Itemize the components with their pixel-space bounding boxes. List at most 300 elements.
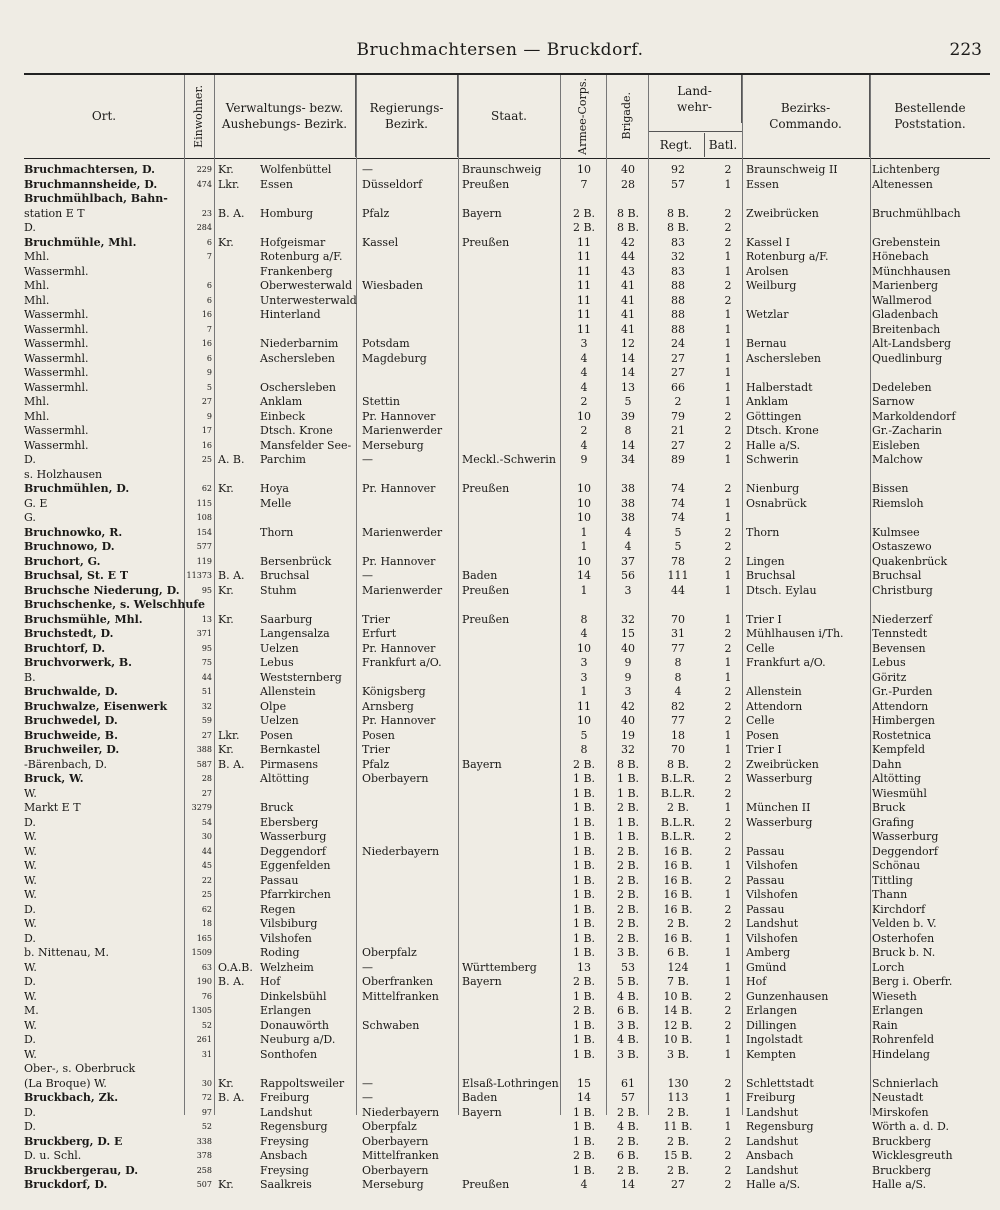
bezirk-cell: Rotenburg a/F. — [260, 250, 343, 263]
bezirk-cell — [260, 192, 358, 207]
kommando-cell: Rotenburg a/F. — [746, 250, 829, 263]
kommando-cell: Celle — [746, 714, 775, 727]
armeecorps-cell: 4 — [580, 1178, 588, 1191]
staat-cell — [462, 439, 558, 454]
regbez-cell: Pfalz — [362, 206, 390, 220]
staat-cell — [462, 656, 558, 671]
art-cell — [218, 801, 254, 816]
kommando-cell: Landshut — [746, 917, 799, 930]
regbez-cell — [362, 888, 456, 903]
brigade-cell: 8 — [624, 424, 632, 437]
kommando-cell: Wasserburg — [746, 772, 813, 785]
art-cell: B. A. — [218, 1091, 245, 1104]
armeecorps-cell: 11 — [577, 308, 591, 321]
regbez-cell: Mittelfranken — [362, 1149, 439, 1162]
kommando-cell: Attendorn — [746, 699, 803, 713]
bezirk-cell: Donauwörth — [260, 1018, 329, 1032]
art-cell — [218, 1019, 254, 1034]
art-cell — [218, 511, 254, 526]
poststation-cell: Himbergen — [872, 714, 935, 727]
bezirk-cell: Mansfelder See- — [260, 438, 352, 452]
ort-cell: -Bärenbach, D. — [24, 757, 107, 771]
brigade-cell: 43 — [621, 264, 635, 278]
poststation-cell: Gr.-Zacharin — [872, 424, 942, 437]
einwohner-cell: 1509 — [191, 948, 212, 957]
ort-cell: Wassermhl. — [24, 380, 89, 394]
regiment-cell: 2 — [674, 395, 682, 408]
ort-cell: Bruchvorwerk, B. — [24, 656, 132, 669]
poststation-cell: Thann — [872, 888, 908, 901]
bataillon-cell: 2 — [724, 902, 732, 916]
armeecorps-cell: 2 B. — [572, 1149, 596, 1162]
regbez-cell: Marienwerder — [362, 525, 443, 539]
brigade-cell: 9 — [624, 670, 632, 684]
table-row — [24, 787, 990, 802]
armeecorps-cell: 2 — [580, 395, 588, 408]
regiment-cell: 27 — [671, 366, 685, 379]
poststation-cell: Osterhofen — [872, 931, 935, 945]
staat-cell — [462, 366, 558, 381]
staat-cell — [462, 294, 558, 309]
ort-cell: Bruchwedel, D. — [24, 714, 118, 727]
table-row — [24, 482, 990, 497]
table-row — [24, 294, 990, 309]
regiment-cell: 8 B. — [666, 206, 690, 220]
bezirk-cell: Einbeck — [260, 409, 306, 423]
staat-cell: Preußen — [462, 583, 510, 597]
armeecorps-cell: 1 B. — [572, 1018, 596, 1032]
bezirk-cell: Freysing — [260, 1163, 309, 1177]
kommando-cell: Lingen — [746, 554, 785, 568]
ort-cell: Bruchwalze, Eisenwerk — [24, 699, 168, 713]
art-cell — [218, 642, 254, 657]
table-row — [24, 569, 990, 584]
einwohner-cell: 474 — [196, 179, 212, 189]
table-row — [24, 758, 990, 773]
table-row — [24, 888, 990, 903]
staat-cell: Meckl.-Schwerin — [462, 453, 556, 466]
poststation-cell: Neustadt — [872, 1091, 924, 1104]
poststation-cell: Bruck b. N. — [872, 946, 936, 959]
brigade-cell: 2 B. — [616, 859, 640, 872]
regbez-cell: Oberfranken — [362, 975, 434, 988]
kommando-cell: Dtsch. Eylau — [746, 583, 817, 597]
poststation-cell: Dahn — [872, 757, 902, 771]
ort-cell: Mhl. — [24, 250, 50, 263]
brigade-cell: 19 — [621, 728, 635, 742]
regbez-cell: Oberbayern — [362, 1163, 429, 1177]
table-row — [24, 250, 990, 265]
art-cell — [218, 540, 254, 555]
poststation-cell: Breitenbach — [872, 322, 941, 336]
regiment-cell: 15 B. — [663, 1149, 693, 1162]
kommando-cell: Zweibrücken — [746, 757, 819, 771]
table-row — [24, 236, 990, 251]
einwohner-cell: 27 — [201, 397, 212, 406]
brigade-cell: 42 — [621, 235, 635, 249]
poststation-cell: Gladenbach — [872, 308, 939, 321]
table-row — [24, 439, 990, 454]
regiment-cell: 83 — [671, 264, 685, 278]
header-landwehr: Land- wehr- — [648, 75, 742, 123]
staat-cell — [462, 250, 558, 265]
kommando-cell — [746, 830, 870, 845]
bataillon-cell — [708, 598, 748, 613]
regbez-cell — [362, 1033, 456, 1048]
regiment-cell: 16 B. — [663, 888, 693, 901]
regbez-cell: Pfalz — [362, 757, 390, 771]
bataillon-cell: 2 — [724, 235, 732, 249]
bataillon-cell: 2 — [724, 757, 732, 771]
staat-cell — [462, 395, 558, 410]
bezirk-cell: Posen — [260, 728, 293, 742]
brigade-cell: 2 B. — [616, 1105, 640, 1119]
art-cell — [218, 1048, 254, 1063]
art-cell — [218, 265, 254, 280]
header-ort: Ort. — [24, 75, 185, 157]
regiment-cell: 70 — [671, 612, 685, 626]
kommando-cell: Halle a/S. — [746, 438, 801, 452]
einwohner-cell: 587 — [196, 759, 212, 769]
bezirk-cell — [260, 540, 358, 555]
brigade-cell: 28 — [621, 177, 635, 191]
art-cell — [218, 917, 254, 932]
art-cell: O.A.B. — [218, 960, 253, 974]
einwohner-cell: 115 — [196, 498, 212, 508]
art-cell — [218, 337, 254, 352]
brigade-cell: 13 — [621, 380, 635, 394]
regiment-cell: 79 — [671, 409, 685, 423]
armeecorps-cell: 15 — [577, 1076, 591, 1090]
regbez-cell: Merseburg — [362, 1178, 424, 1191]
regbez-cell — [362, 1048, 456, 1063]
staat-cell: Bayern — [462, 1105, 502, 1119]
einwohner-cell: 577 — [196, 542, 212, 551]
staat-cell: Preußen — [462, 177, 510, 191]
regiment-cell: 113 — [667, 1091, 689, 1104]
poststation-cell: Rohrenfeld — [872, 1033, 934, 1046]
staat-cell: Bayern — [462, 206, 502, 220]
regbez-cell: Posen — [362, 728, 395, 742]
armeecorps-cell — [562, 468, 606, 483]
brigade-cell: 41 — [621, 308, 635, 321]
art-cell — [218, 714, 254, 729]
armeecorps-cell: 10 — [577, 163, 591, 176]
regbez-cell: Pr. Hannover — [362, 482, 436, 495]
ort-cell: W. — [24, 1047, 37, 1061]
einwohner-cell: 388 — [196, 745, 212, 754]
brigade-cell: 3 — [624, 583, 632, 597]
ort-cell: Bruchmühle, Mhl. — [24, 235, 137, 249]
regiment-cell: 8 — [674, 670, 682, 684]
bezirk-cell — [260, 598, 358, 613]
armeecorps-cell: 8 — [580, 612, 588, 626]
einwohner-cell: 54 — [201, 817, 212, 827]
header-einwohner — [184, 75, 215, 157]
ort-cell: B. — [24, 670, 36, 684]
armeecorps-cell: 1 B. — [572, 917, 596, 930]
einwohner-cell: 6 — [206, 237, 212, 247]
art-cell — [218, 772, 254, 787]
art-cell — [218, 685, 254, 700]
table-row — [24, 308, 990, 323]
ort-cell: Wassermhl. — [24, 322, 89, 336]
header-landwehr-rule — [648, 131, 742, 132]
kommando-cell: Braunschweig II — [746, 163, 838, 176]
staat-cell — [462, 874, 558, 889]
staat-cell: Preußen — [462, 1178, 510, 1191]
kommando-cell: Aschersleben — [746, 351, 821, 365]
table-row — [24, 874, 990, 889]
regiment-cell: 78 — [671, 554, 685, 568]
bezirk-cell — [260, 468, 358, 483]
bezirk-cell: Saalkreis — [260, 1178, 312, 1191]
armeecorps-cell — [562, 192, 606, 207]
bataillon-cell: 1 — [724, 366, 732, 379]
regiment-cell: 44 — [671, 583, 685, 597]
bezirk-cell: Passau — [260, 873, 299, 887]
art-cell: Kr. — [218, 743, 234, 756]
art-cell — [218, 874, 254, 889]
art-cell — [218, 1164, 254, 1179]
art-cell — [218, 1149, 254, 1164]
brigade-cell: 40 — [621, 714, 635, 727]
kommando-cell: Regensburg — [746, 1120, 814, 1133]
ort-cell: Bruchmachtersen, D. — [24, 163, 155, 176]
kommando-cell: Halberstadt — [746, 380, 813, 394]
regiment-cell: 88 — [671, 322, 685, 336]
ort-cell: D. — [24, 1120, 36, 1133]
bezirk-cell: Vilshofen — [260, 931, 312, 945]
art-cell — [218, 627, 254, 642]
kommando-cell: Passau — [746, 902, 785, 916]
art-cell: Kr. — [218, 482, 234, 495]
staat-cell — [462, 642, 558, 657]
kommando-cell: Ansbach — [746, 1149, 794, 1162]
table-row — [24, 613, 990, 628]
armeecorps-cell: 11 — [577, 322, 591, 336]
einwohner-cell: 229 — [196, 165, 212, 174]
regbez-cell: — — [362, 453, 373, 466]
art-cell — [218, 468, 254, 483]
poststation-cell: Hönebach — [872, 250, 929, 263]
kommando-cell: Dtsch. Krone — [746, 424, 819, 437]
einwohner-cell: 13 — [201, 614, 212, 624]
staat-cell — [462, 1149, 558, 1164]
einwohner-cell: 6 — [206, 353, 212, 363]
table-row — [24, 511, 990, 526]
regiment-cell: 11 B. — [663, 1120, 693, 1133]
bezirk-cell: Langensalza — [260, 627, 330, 640]
art-cell — [218, 656, 254, 671]
bataillon-cell: 2 — [724, 815, 732, 829]
brigade-cell: 44 — [621, 250, 635, 263]
ort-cell: Bruckbach, Zk. — [24, 1091, 119, 1104]
kommando-cell: Osnabrück — [746, 496, 807, 510]
poststation-cell: Bevensen — [872, 641, 926, 655]
art-cell — [218, 279, 254, 294]
bezirk-cell — [260, 366, 358, 381]
regbez-cell: Marienwerder — [362, 583, 443, 597]
regiment-cell: 8 — [674, 656, 682, 669]
staat-cell — [462, 1019, 558, 1034]
regiment-cell: 2 B. — [666, 917, 690, 930]
regiment-cell: 14 B. — [663, 1004, 693, 1017]
header-post: Bestellende Poststation. — [894, 101, 966, 131]
ort-cell: Bruckdorf, D. — [24, 1178, 108, 1191]
poststation-cell — [872, 192, 990, 207]
bataillon-cell: 2 — [724, 1178, 732, 1191]
einwohner-cell: 95 — [201, 643, 212, 653]
poststation-cell: Gr.-Purden — [872, 685, 933, 698]
staat-cell — [462, 932, 558, 947]
einwohner-cell: 378 — [196, 1151, 212, 1160]
kommando-cell: Wasserburg — [746, 815, 813, 829]
poststation-cell: Münchhausen — [872, 264, 951, 278]
table-row — [24, 961, 990, 976]
table-row — [24, 1149, 990, 1164]
bataillon-cell: 2 — [724, 525, 732, 539]
staat-cell — [462, 743, 558, 758]
kommando-cell — [746, 787, 870, 802]
kommando-cell: Weilburg — [746, 279, 797, 292]
bezirk-cell: Roding — [260, 946, 300, 959]
staat-cell — [462, 859, 558, 874]
art-cell — [218, 381, 254, 396]
armeecorps-cell: 3 — [580, 670, 588, 684]
ort-cell: Bruchnowo, D. — [24, 540, 115, 553]
einwohner-cell: 18 — [201, 919, 212, 928]
regiment-cell: 31 — [671, 627, 685, 640]
regiment-cell: 27 — [671, 438, 685, 452]
regbez-cell — [362, 830, 456, 845]
regiment-cell: 77 — [671, 641, 685, 655]
poststation-cell — [872, 511, 990, 526]
regbez-cell: Trier — [362, 612, 390, 626]
regbez-cell — [362, 511, 456, 526]
bezirk-cell: Bruck — [260, 801, 294, 814]
staat-cell — [462, 497, 558, 512]
header-armeecorps — [560, 75, 607, 157]
staat-cell — [462, 410, 558, 425]
einwohner-cell: 6 — [206, 281, 212, 290]
ort-cell: D. — [24, 902, 36, 916]
ort-cell: Markt E T — [24, 801, 81, 814]
regbez-cell: Oberpfalz — [362, 1120, 417, 1133]
staat-cell — [462, 1033, 558, 1048]
bataillon-cell: 1 — [724, 1091, 732, 1104]
kommando-cell: Landshut — [746, 1134, 799, 1148]
einwohner-cell: 22 — [201, 875, 212, 885]
kommando-cell — [746, 598, 870, 613]
staat-cell — [462, 1164, 558, 1179]
table-header — [24, 75, 990, 157]
brigade-cell: 9 — [624, 656, 632, 669]
ort-cell: Mhl. — [24, 395, 50, 408]
bataillon-cell: 2 — [724, 163, 732, 176]
regbez-cell: — — [362, 1091, 373, 1104]
bezirk-cell: Dtsch. Krone — [260, 424, 333, 437]
staat-cell — [462, 685, 558, 700]
kommando-cell: Arolsen — [746, 264, 789, 278]
regiment-cell: 77 — [671, 714, 685, 727]
art-cell — [218, 366, 254, 381]
kommando-cell: Bruchsal — [746, 569, 796, 582]
armeecorps-cell: 1 B. — [572, 815, 596, 829]
table-row — [24, 1077, 990, 1092]
poststation-cell — [872, 366, 990, 381]
regbez-cell: Trier — [362, 743, 390, 756]
ort-cell: station E T — [24, 206, 85, 220]
brigade-cell — [608, 598, 648, 613]
ort-cell: Wassermhl. — [24, 366, 89, 379]
regiment-cell: 74 — [671, 482, 685, 495]
table-row — [24, 990, 990, 1005]
ort-cell: Bruckbergerau, D. — [24, 1163, 139, 1177]
poststation-cell: Lorch — [872, 960, 905, 974]
table-row — [24, 192, 990, 207]
armeecorps-cell: 4 — [580, 351, 588, 365]
bezirk-cell: Eggenfelden — [260, 859, 331, 872]
bataillon-cell: 2 — [724, 293, 732, 307]
regiment-cell: 12 B. — [663, 1018, 693, 1032]
bataillon-cell: 2 — [724, 685, 732, 698]
armeecorps-cell: 4 — [580, 380, 588, 394]
kommando-cell: Halle a/S. — [746, 1178, 801, 1191]
bataillon-cell: 1 — [724, 612, 732, 626]
staat-cell — [462, 801, 558, 816]
einwohner-cell: 17 — [201, 426, 212, 435]
kommando-cell: Vilshofen — [746, 931, 798, 945]
art-cell: Lkr. — [218, 177, 240, 191]
einwohner-cell: 51 — [201, 687, 212, 696]
einwohner-cell: 261 — [196, 1035, 212, 1044]
table-row — [24, 671, 990, 686]
brigade-cell: 40 — [621, 163, 635, 176]
armeecorps-cell: 7 — [580, 177, 588, 191]
poststation-cell: Wiesmühl — [872, 786, 927, 800]
header-regbez: Regierungs- Bezirk. — [356, 75, 458, 157]
armeecorps-cell: 10 — [577, 511, 591, 524]
bezirk-cell: Saarburg — [260, 612, 313, 626]
table-row — [24, 859, 990, 874]
bataillon-cell — [708, 468, 748, 483]
staat-cell — [462, 627, 558, 642]
bezirk-cell: Bersenbrück — [260, 554, 332, 568]
bataillon-cell: 2 — [724, 1018, 732, 1032]
bezirk-cell — [260, 511, 358, 526]
regiment-cell: 2 B. — [666, 801, 690, 814]
brigade-cell: 2 B. — [616, 902, 640, 916]
table-row — [24, 424, 990, 439]
table-row — [24, 468, 990, 483]
einwohner-cell — [184, 1062, 212, 1077]
poststation-cell: Velden b. V. — [872, 917, 937, 930]
armeecorps-cell: 1 B. — [572, 1047, 596, 1061]
brigade-cell: 3 B. — [616, 946, 640, 959]
einwohner-cell: 1305 — [191, 1006, 212, 1015]
table-row — [24, 352, 990, 367]
kommando-cell — [746, 294, 870, 309]
regiment-cell: B.L.R. — [660, 830, 696, 843]
brigade-cell — [608, 192, 648, 207]
regbez-cell — [362, 323, 456, 338]
regbez-cell: Pr. Hannover — [362, 554, 436, 568]
running-head: Bruchmachtersen — Bruckdorf. — [356, 40, 644, 60]
bataillon-cell: 1 — [724, 960, 732, 974]
einwohner-cell: 27 — [201, 788, 212, 798]
page-number: 223 — [949, 40, 982, 60]
